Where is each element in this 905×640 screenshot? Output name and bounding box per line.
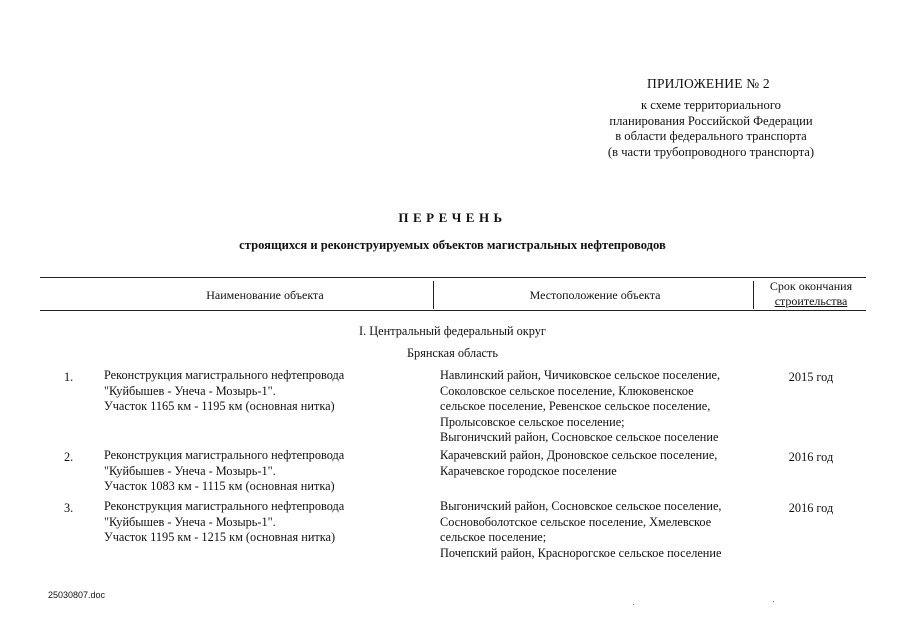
row-number: 1. — [64, 370, 74, 384]
object-location-line: Сосновоболотское сельское поселение, Хмелевское — [440, 514, 712, 529]
object-location — [440, 368, 720, 446]
object-location-line: Соколовское сельское поселение, Клюковенское — [440, 383, 694, 398]
object-name-line: Реконструкция магистрального нефтепровода — [104, 448, 345, 462]
document-subtitle: строящихся и реконструируемых объектов магистральных нефтепроводов — [239, 238, 666, 252]
appendix-title: ПРИЛОЖЕНИЕ № 2 — [647, 76, 770, 91]
object-location-line: Навлинский район, Чичиковское сельское поселение, — [440, 368, 721, 382]
district-heading: I. Центральный федеральный округ — [359, 324, 546, 338]
object-name-line: Реконструкция магистрального нефтепровода — [104, 499, 345, 513]
appendix-subtitle — [580, 98, 842, 160]
table-top-rule — [40, 277, 866, 278]
document-file-id: 25030807.doc — [48, 590, 106, 600]
object-location-line: сельское поселение; — [440, 530, 547, 545]
object-location-line: Пролысовское сельское поселение; — [440, 414, 625, 429]
object-name — [104, 499, 344, 546]
object-name-line: "Куйбышев - Унеча - Мозырь-1". — [104, 514, 276, 529]
document-title: ПЕРЕЧЕНЬ — [398, 210, 507, 225]
region-heading: Брянская область — [406, 346, 498, 360]
object-name — [104, 448, 344, 495]
object-deadline: 2016 год — [788, 450, 834, 464]
object-location-line: сельское поселение, Ревенское сельское поселение, — [440, 399, 711, 414]
column-header-deadline-line: строительства — [774, 293, 848, 308]
appendix-line: к схеме территориального — [641, 98, 781, 112]
object-name-line: "Куйбышев - Унеча - Мозырь-1". — [104, 383, 276, 398]
column-divider — [433, 281, 434, 309]
object-name-line: Участок 1195 км - 1215 км (основная нитка) — [104, 530, 336, 545]
object-location-line: Карачевское городское поселение — [440, 463, 617, 478]
row-number: 2. — [64, 450, 74, 464]
object-name-line: Реконструкция магистрального нефтепровода — [104, 368, 345, 382]
object-location — [440, 499, 721, 561]
scan-speck — [633, 604, 634, 605]
object-location-line: Почепский район, Краснорогское сельское поселение — [440, 545, 722, 560]
scan-speck — [773, 601, 774, 602]
object-deadline: 2015 год — [788, 370, 834, 384]
appendix-line: в области федерального транспорта — [615, 129, 807, 143]
object-name-line: "Куйбышев - Унеча - Мозырь-1". — [104, 463, 276, 478]
object-name-line: Участок 1165 км - 1195 км (основная нитка) — [104, 399, 335, 414]
object-deadline: 2016 год — [788, 501, 834, 515]
object-name — [104, 368, 344, 415]
table-header-rule — [40, 310, 866, 311]
column-header-location: Местоположение объекта — [529, 288, 661, 302]
object-name-line: Участок 1083 км - 1115 км (основная нитка) — [104, 479, 335, 494]
column-divider — [753, 281, 754, 309]
row-number: 3. — [64, 501, 74, 515]
appendix-line: планирования Российской Федерации — [609, 113, 813, 128]
object-location-line: Выгоничский район, Сосновское сельское поселение, — [440, 499, 722, 513]
column-header-deadline — [755, 279, 867, 308]
column-header-name: Наименование объекта — [206, 288, 324, 302]
column-header-deadline-line: Срок окончания — [769, 279, 853, 293]
appendix-line: (в части трубопроводного транспорта) — [607, 144, 815, 159]
object-location — [440, 448, 717, 479]
object-location-line: Выгоничский район, Сосновское сельское поселение — [440, 430, 719, 445]
object-location-line: Карачевский район, Дроновское сельское поселение, — [440, 448, 718, 462]
